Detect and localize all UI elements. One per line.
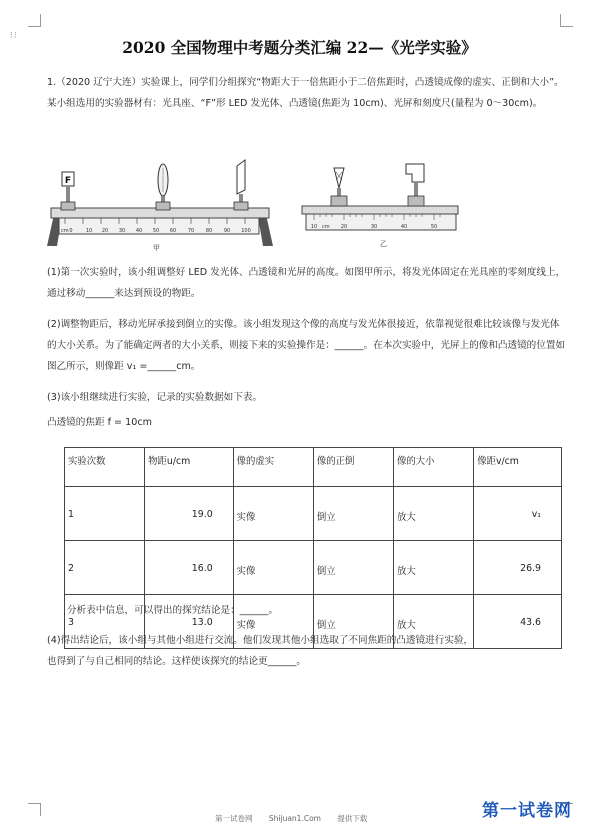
bench-a-tick: 80 — [205, 228, 213, 234]
question-part-4-line-1: (4)得出结论后，该小组与其他小组进行交流。他们发现其他小组选取了不同焦距的凸透镜进行实验， — [47, 635, 474, 646]
table-cell: 倒立 — [313, 595, 393, 649]
table-header: 像的虚实 — [233, 448, 313, 487]
focal-length-note: 凸透镜的焦距 f = 10cm — [47, 417, 152, 428]
table-cell: 1 — [65, 487, 145, 541]
footer-download-note: 提供下载 — [337, 814, 368, 823]
table-header: 实验次数 — [65, 448, 145, 487]
figure-optical-bench-a — [45, 158, 275, 253]
bench-a-tick: 0 — [69, 228, 73, 234]
table-cell: 倒立 — [313, 487, 393, 541]
table-row — [65, 541, 562, 595]
question-part-4-line-2: 也得到了与自己相同的结论。这样使该探究的结论更______。 — [47, 656, 307, 667]
bench-b-tick: 10 — [310, 224, 318, 230]
bench-b-tick: 20 — [340, 224, 348, 230]
table-cell: 放大 — [394, 595, 474, 649]
brand-logo: 第一试卷网 — [482, 801, 572, 821]
figure-optical-bench-b — [300, 158, 460, 253]
table-cell: 13.0 — [145, 595, 234, 649]
bench-a-tick: 100 — [241, 228, 251, 234]
table-cell: 实像 — [233, 541, 313, 595]
bench-a-tick: 30 — [118, 228, 126, 234]
footer-site-url[interactable]: Shijuan1.Com — [268, 814, 321, 823]
bench-a-tick: 20 — [101, 228, 109, 234]
figure-a-label: 甲 — [153, 244, 160, 252]
question-part-2: (2)调整物距后，移动光屏承接到倒立的实像。该小组发现这个像的高度与发光体很接近，依靠视觉很难比较该像与发光体的大小关系。为了能确定两者的大小关系，则接下来的实验操作是：______。在本次实验中，光屏上的像和凸透镜的位置如图乙所示，则像距 v₁ =______cm。 — [47, 319, 566, 372]
bench-a-tick: 60 — [169, 228, 177, 234]
footer-site-name: 第一试卷网 — [215, 814, 253, 823]
table-header: 像的正倒 — [313, 448, 393, 487]
page-title: 2020 全国物理中考题分类汇编 22—《光学实验》 — [122, 38, 477, 57]
table-cell: 放大 — [394, 541, 474, 595]
table-cell: 实像 — [233, 595, 313, 649]
question-part-3: (3)该小组继续进行实验，记录的实验数据如下表。 — [47, 392, 263, 403]
crop-mark-top-right — [560, 14, 573, 27]
bench-a-unit: cm — [61, 228, 69, 234]
bench-b-tick: 30 — [370, 224, 378, 230]
table-cell: 实像 — [233, 487, 313, 541]
table-cell: 3 — [65, 595, 145, 649]
bench-b-tick: 40 — [400, 224, 408, 230]
bench-b-unit: cm — [322, 224, 330, 230]
table-cell: 倒立 — [313, 541, 393, 595]
bench-a-tick: 40 — [135, 228, 143, 234]
question-part-1: (1)第一次实验时，该小组调整好 LED 发光体、凸透镜和光屏的高度。如图甲所示，将发光体固定在光具座的零刻度线上，通过移动______来达到预设的物距。 — [47, 267, 566, 299]
figure-b-label: 乙 — [380, 240, 387, 248]
table-cell: 2 — [65, 541, 145, 595]
table-header: 像的大小 — [394, 448, 474, 487]
bench-b-tick: 50 — [430, 224, 438, 230]
question-intro: 1.（2020 辽宁大连）实验课上，同学们分组探究“物距大于一倍焦距小于二倍焦距时，凸透镜成像的虚实、正倒和大小”。某小组选用的实验器材有：光具座、“F”形 LED 发光体、凸透镜(焦距为 10cm)、光屏和刻度尺(量程为 0～30cm)。 — [47, 77, 564, 109]
bench-a-tick: 50 — [152, 228, 160, 234]
led-f-letter: F — [64, 176, 72, 186]
table-cell: 19.0 — [145, 487, 234, 541]
table-cell: 16.0 — [145, 541, 234, 595]
bench-a-tick: 90 — [223, 228, 231, 234]
table-row — [65, 487, 562, 541]
table-header: 像距v/cm — [474, 448, 562, 487]
drag-handle-icon[interactable]: ⁝⁝ — [10, 31, 18, 41]
question-part-4 — [47, 630, 567, 672]
table-cell: 26.9 — [474, 541, 562, 595]
crop-mark-bottom-left — [28, 803, 41, 816]
table-header-row — [65, 448, 562, 487]
page-footer — [215, 813, 381, 824]
table-cell: 43.6 — [474, 595, 562, 649]
table-header: 物距u/cm — [145, 448, 234, 487]
bench-a-tick: 70 — [187, 228, 195, 234]
bench-a-tick: 10 — [85, 228, 93, 234]
table-cell: 放大 — [394, 487, 474, 541]
table-cell: v₁ — [474, 487, 562, 541]
conclusion-prompt: 分析表中信息，可以得出的探究结论是：______。 — [67, 605, 279, 616]
crop-mark-top-left — [28, 14, 41, 27]
